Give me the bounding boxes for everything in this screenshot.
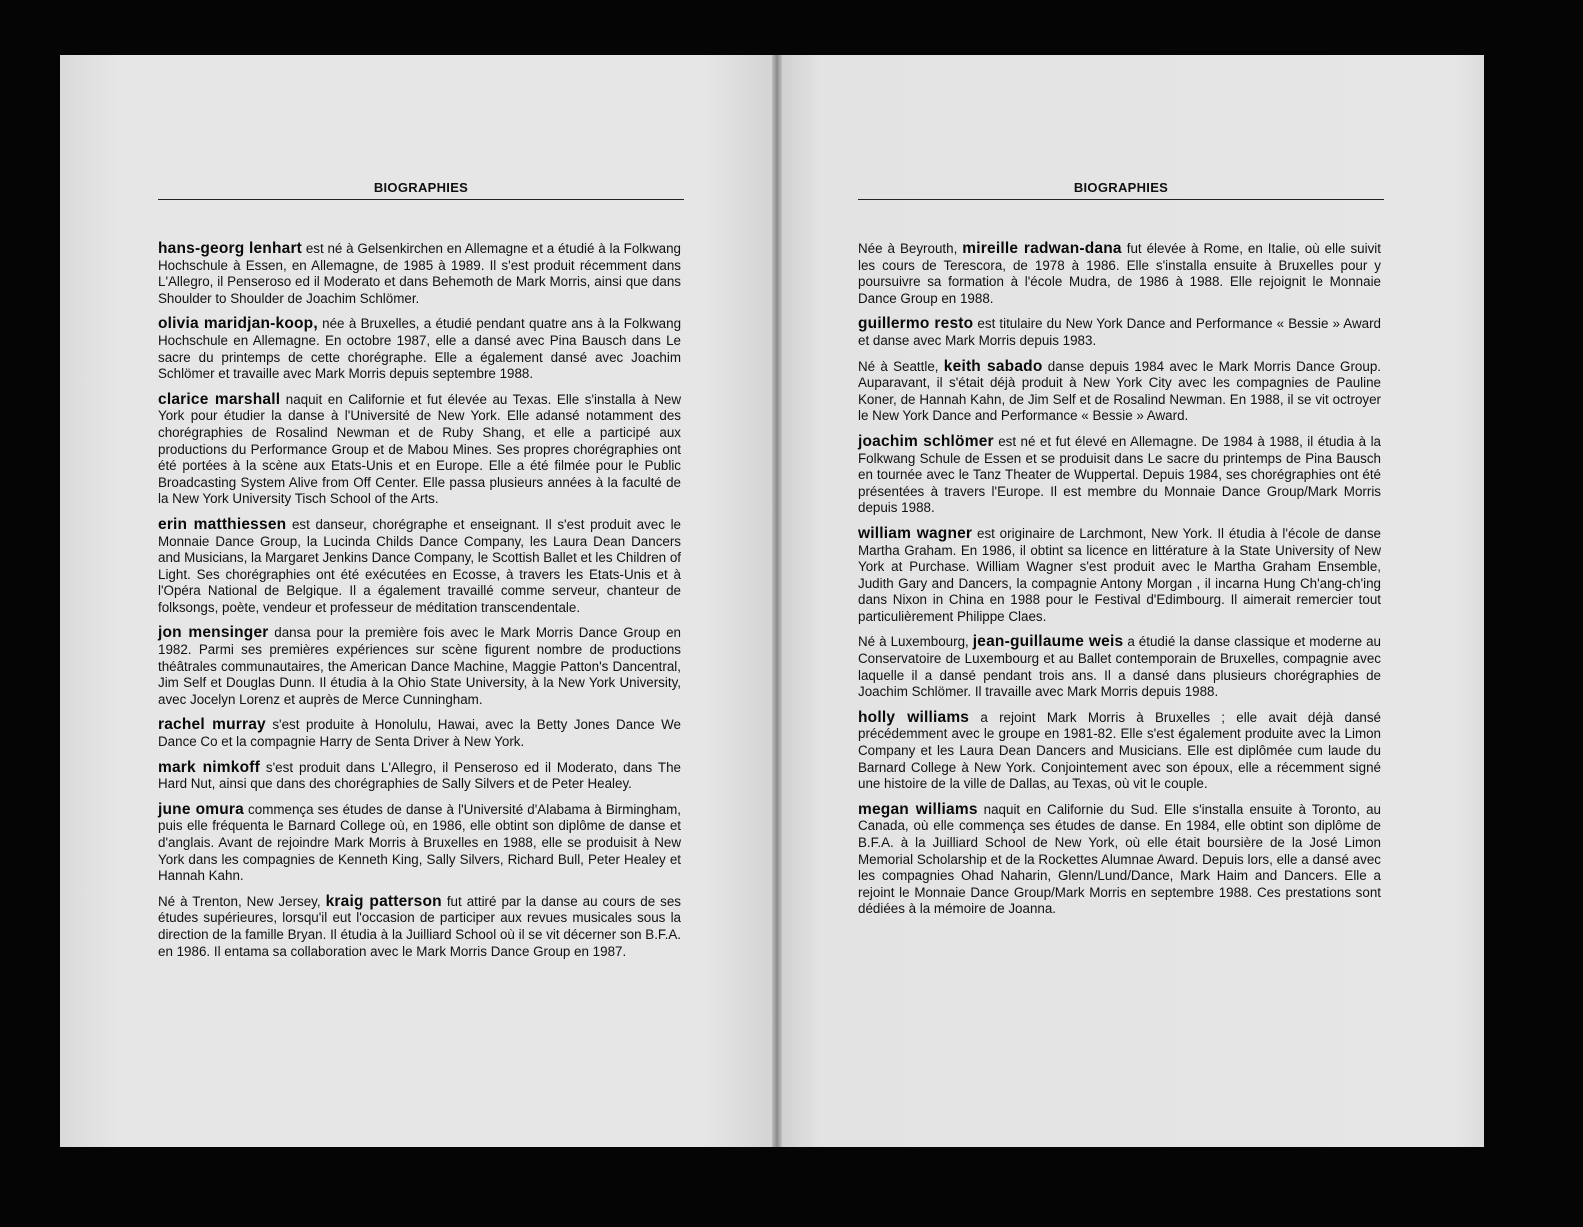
bio-name: jean-guillaume weis <box>972 633 1124 651</box>
right-page-header: BIOGRAPHIES <box>1073 180 1169 195</box>
bio-paragraph <box>158 241 681 307</box>
bio-text: s'est produite à Honolulu, Hawai, avec la Betty Jones Dance We Dance Co et la compagnie Harry de Senta Driver à New York. <box>158 717 682 750</box>
bio-paragraph <box>158 802 681 885</box>
bio-paragraph <box>158 760 681 793</box>
bio-text: naquit en Californie et fut élevée au Texas. Elle s'installa à New York pour étudier la danse à l'Université de New York. Elle adansé notamment des chorégraphies de Rosalind Newman et de Ruby Shang, et elle a participé aux productions du Performance Group et de Mabou Mines. Ses propres chorégraphies ont été portées à la scène aux Etats-Unis et en Europe. Elle a été filmée pour le Public Broadcasting System Alive from Off Center. Elle passa plusieurs années à la faculté de la New York University Tisch School of the Arts. <box>158 391 682 507</box>
bio-paragraph <box>158 316 681 382</box>
bio-name: olivia maridjan-koop, <box>158 315 318 333</box>
bio-intro: Né à Seattle, <box>858 358 944 374</box>
bio-name: william wagner <box>858 524 973 542</box>
bio-text: a étudié la danse classique et moderne au Conservatoire de Luxembourg et au Ballet contemporain de Bruxelles, compagnie avec laquelle il a dansé pendant trois ans. Il a dansé dans plusieurs chorégraphies de Joachim Schlömer. Il travaille avec Mark Morris depuis 1988. <box>858 634 1382 700</box>
bio-paragraph <box>858 802 1381 918</box>
bio-text: est né et fut élevé en Allemagne. De 1984 à 1988, il étudia à la Folkwang Schule de Essen et se produisit dans Le sacre du printemps de Pina Bausch en tournée avec le Tanz Theater de Wuppertal. Depuis 1984, ses chorégraphies ont été présentées à travers l'Europe. Il est membre du Monnaie Dance Group/Mark Morris depuis 1988. <box>858 433 1381 516</box>
right-bio-column <box>858 241 1381 927</box>
bio-paragraph <box>858 316 1381 349</box>
bio-name: kraig patterson <box>325 892 442 910</box>
bio-name: guillermo resto <box>858 315 974 333</box>
bio-text: née à Bruxelles, a étudié pendant quatre ans à la Folkwang Hochschule en Allemagne. En octobre 1987, elle a dansé avec Pina Bausch dans Le sacre du printemps de cette chorégraphe. Elle a également dansé avec Joachim Schlömer et travaille avec Mark Morris depuis septembre 1988. <box>158 316 682 382</box>
bio-text: est danseur, chorégraphe et enseignant. Il s'est produit avec le Monnaie Dance Group, la Lucinda Childs Dance Company, les Laura Dean Dancers and Musicians, la Margaret Jenkins Dance Company, le Scottish Ballet et les Children of Light. Ses chorégraphies ont été exécutées en Ecosse, à travers les Etats-Unis et à l'Opéra National de Belgique. Il a également travaillé comme serveur, chanteur de folksongs, poète, vendeur et professeur de méditation transcendentale. <box>158 516 682 615</box>
left-page-header: BIOGRAPHIES <box>373 180 469 195</box>
bio-text: naquit en Californie du Sud. Elle s'installa ensuite à Toronto, au Canada, où elle commença ses études de danse. En 1984, elle obtint son diplôme de B.F.A. à la Juilliard School de New York, où elle était boursière de la José Limon Memorial Scholarship et de la Rockettes Alumnae Award. Depuis lors, elle a dansé avec les compagnies Ohad Naharin, Glenn/Lund/Dance, Mark Haim and Dancers. Elle a rejoint le Monnaie Dance Group/Mark Morris en septembre 1988. Ces prestations sont dédiées à la mémoire de Joanna. <box>858 801 1381 917</box>
bio-text: commença ses études de danse à l'Université d'Alabama à Birmingham, puis elle fréquenta le Barnard College où, en 1986, elle obtint son diplôme de danse et d'anglais. Avant de rejoindre Mark Morris à Bruxelles en 1988, elle se produisit à New York dans les compagnies de Kenneth King, Sally Silvers, Richard Bull, Peter Healey et Hannah Kahn. <box>158 801 681 884</box>
bio-paragraph <box>858 710 1381 793</box>
bio-paragraph <box>858 634 1381 700</box>
bio-text: dansa pour la première fois avec le Mark Morris Dance Group en 1982. Parmi ses premières expériences sur scène figurent nombre de productions théâtrales communautaires, the American Dance Machine, Maggie Patton's Dancentral, Jim Self et Douglas Dunn. Il étudia à la Ohio State University, à la New York University, avec Jocelyn Lorenz et auprès de Merce Cunningham. <box>158 625 681 707</box>
bio-name: june omura <box>158 800 244 818</box>
left-page <box>60 55 778 1147</box>
bio-paragraph <box>858 434 1381 517</box>
left-bio-column <box>158 241 681 969</box>
bio-intro: Né à Luxembourg, <box>858 634 973 650</box>
bio-name: mark nimkoff <box>158 758 260 776</box>
bio-paragraph <box>158 625 681 708</box>
bio-intro: Né à Trenton, New Jersey, <box>158 893 326 909</box>
bio-text: est titulaire du New York Dance and Performance « Bessie » Award et danse avec Mark Morris depuis 1983. <box>858 316 1381 348</box>
bio-text: est né à Gelsenkirchen en Allemagne et a étudié à la Folkwang Hochschule à Essen, en Allemagne, de 1985 à 1989. Il s'est produit récemment dans L'Allegro, il Penseroso ed il Moderato et dans Behemoth de Mark Morris, ainsi que dans Shoulder to Shoulder de Joachim Schlömer. <box>158 241 681 306</box>
bio-paragraph <box>158 894 681 960</box>
bio-name: keith sabado <box>943 357 1043 375</box>
bio-text: fut attiré par la danse au cours de ses études supérieures, lorsqu'il eut l'occasion de participer aux revues musicales sous la direction de la famille Bryan. Il étudia à la Juilliard School où il se vit décerner son B.F.A. en 1986. Il entama sa collaboration avec le Mark Morris Dance Group en 1987. <box>158 893 681 959</box>
bio-name: mireille radwan-dana <box>962 240 1122 257</box>
bio-intro: Née à Beyrouth, <box>858 241 963 256</box>
bio-text: a rejoint Mark Morris à Bruxelles ; elle avait déjà dansé précédemment avec le groupe en 1981-82. Elle s'est également produite avec la Limon Company et les Laura Dean Dancers and Musicians. Elle est diplômée cum laude du Barnard College à New York. Conjointement avec son époux, elle a récemment signé une histoire de la ville de Dallas, au Texas, où vit le couple. <box>858 709 1381 792</box>
bio-paragraph <box>858 359 1381 425</box>
bio-text: s'est produit dans L'Allegro, il Penseroso ed il Moderato, dans The Hard Nut, ainsi que dans des chorégraphies de Sally Silvers et de Peter Healey. <box>158 759 681 792</box>
book-gutter <box>772 55 782 1147</box>
bio-name: rachel murray <box>158 716 266 734</box>
bio-name: hans-georg lenhart <box>158 240 303 257</box>
bio-text: est originaire de Larchmont, New York. Il étudia à l'école de danse Martha Graham. En 1986, il obtint sa licence en littérature à la State University of New York at Purchase. William Wagner s'est produit avec le Martha Graham Ensemble, Judith Gary and Dancers, la compagnie Antony Morgan , il incarna Hung Ch'ang-ch'ing dans Nixon in China en 1988 pour le Festival d'Edimbourg. Il aimerait remercier tout particulièrement Philippe Claes. <box>858 525 1381 624</box>
bio-text: fut élevée à Rome, en Italie, où elle suivit les cours de Terescora, de 1978 à 1986. Elle s'installa ensuite à Bruxelles pour y poursuivre sa formation à l'école Mudra, de 1986 à 1988. Elle rejoignit le Monnaie Dance Group en 1988. <box>858 241 1381 306</box>
bio-paragraph <box>158 517 681 617</box>
bio-name: clarice marshall <box>158 390 281 408</box>
bio-paragraph <box>858 526 1381 626</box>
bio-name: joachim schlömer <box>858 432 994 450</box>
right-header-rule <box>858 199 1384 200</box>
bio-name: jon mensinger <box>158 624 269 642</box>
bio-paragraph <box>158 717 681 750</box>
bio-text: danse depuis 1984 avec le Mark Morris Dance Group. Auparavant, il s'était déjà produit à New York City avec les compagnies de Pauline Koner, de Hannah Kahn, de Jim Self et de Rosalind Newman. En 1988, il se vit octroyer le New York Dance and Performance « Bessie » Award. <box>858 358 1381 424</box>
right-page <box>778 55 1484 1147</box>
bio-name: erin matthiessen <box>158 515 287 533</box>
left-header-rule <box>158 199 684 200</box>
bio-paragraph <box>858 241 1381 307</box>
bio-name: holly williams <box>858 708 970 726</box>
bio-paragraph <box>158 392 681 508</box>
bio-name: megan williams <box>858 800 978 818</box>
